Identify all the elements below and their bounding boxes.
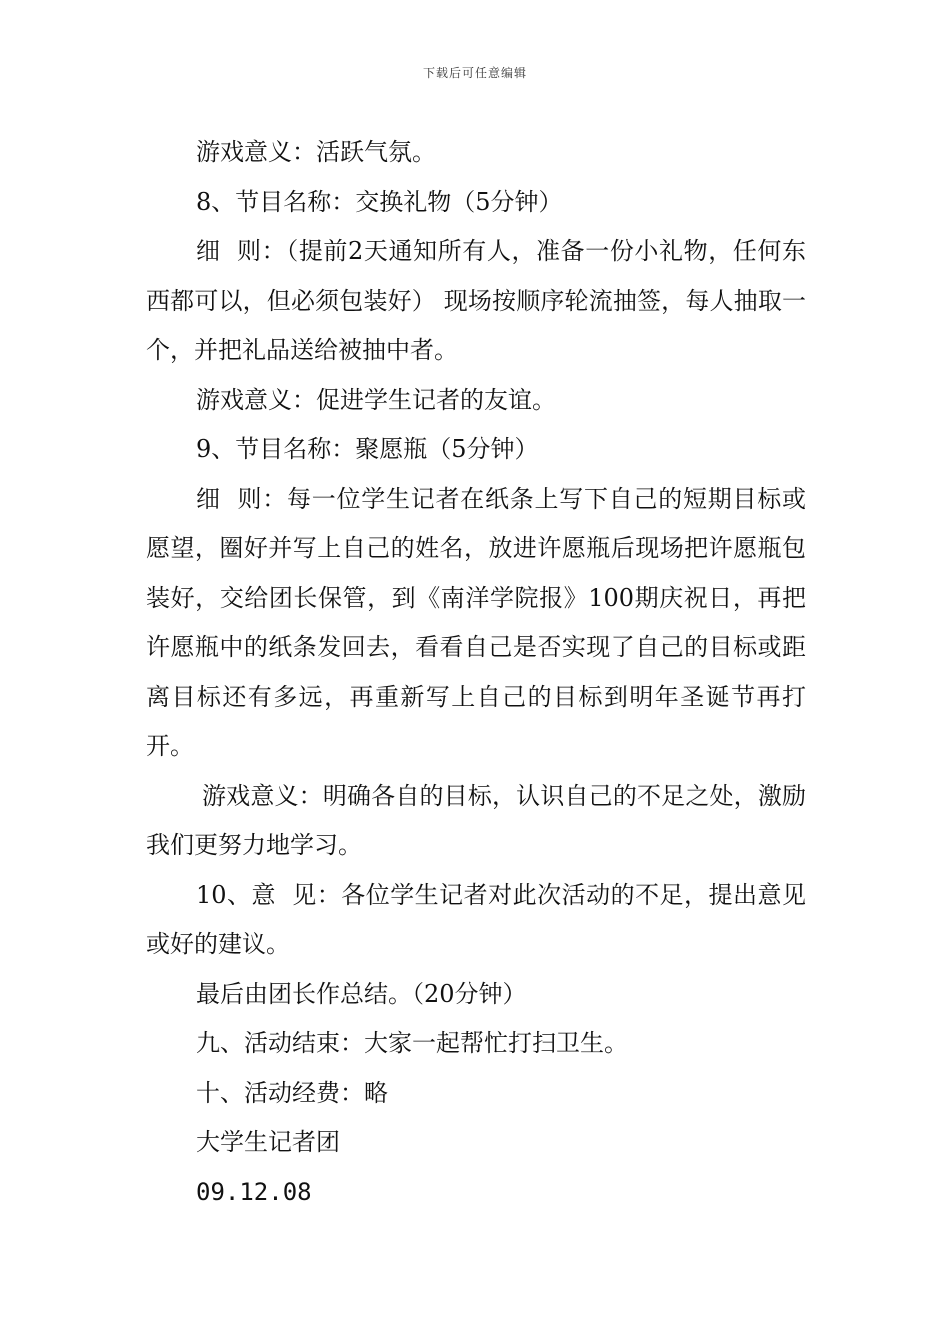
activity-end: 九、活动结束：大家一起帮忙打扫卫生。 [196, 1029, 628, 1057]
program-8-title: 8、节目名称：交换礼物（5分钟） [196, 187, 563, 216]
game-meaning-8: 游戏意义：促进学生记者的友谊。 [196, 385, 556, 414]
document-body [146, 128, 806, 1217]
opinions-section: 10、意 见：各位学生记者对此次活动的不足，提出意见或好的建议。 [146, 880, 806, 958]
game-meaning-9: 游戏意义：明确各自的目标，认识自己的不足之处，激励我们更努力地学习。 [146, 781, 806, 859]
program-8-rules: 细 则：（提前2天通知所有人，准备一份小礼物，任何东西都可以，但必须包装好） 现场按顺序轮流抽签，每人抽取一个，并把礼品送给被抽中者。 [146, 237, 806, 364]
activity-budget: 十、活动经费：略 [196, 1078, 388, 1107]
summary-line: 最后由团长作总结。（20分钟） [196, 979, 527, 1008]
download-note: 下载后可任意编辑 [422, 66, 527, 80]
program-9-title: 9、节目名称：聚愿瓶（5分钟） [196, 435, 539, 463]
game-meaning-7: 游戏意义：活跃气氛。 [196, 138, 436, 166]
organizer-signature: 大学生记者团 [196, 1128, 340, 1156]
document-date: 09.12.08 [196, 1177, 312, 1206]
program-9-rules: 细 则：每一位学生记者在纸条上写下自己的短期目标或愿望，圈好并写上自己的姓名，放进许愿瓶后现场把许愿瓶包装好，交给团长保管，到《南洋学院报》100期庆祝日，再把许愿瓶中的纸条发回去，看看自己是否实现了自己的目标或距离目标还有多远，再重新写上自己的目标到明年圣诞节再打开。 [146, 484, 806, 760]
